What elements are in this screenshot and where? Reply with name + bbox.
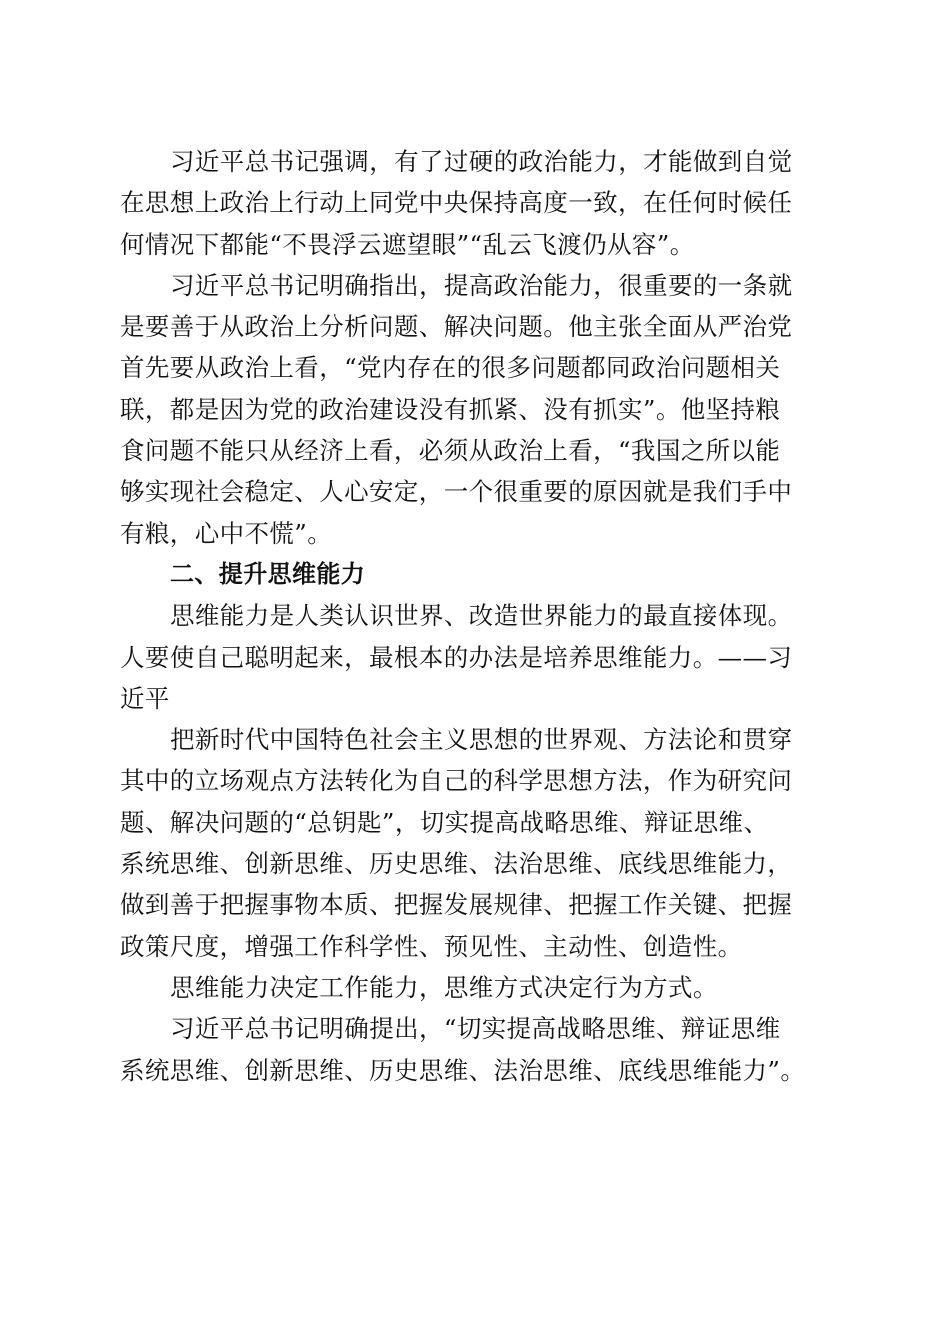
paragraph-line: 够实现社会稳定、人心安定，一个很重要的原因就是我们手中 <box>120 477 793 507</box>
paragraph-line: 在思想上政治上行动上同党中央保持高度一致，在任何时候任 <box>120 188 793 218</box>
paragraph-line: 习近平总书记明确指出，提高政治能力，很重要的一条就 <box>170 270 793 300</box>
paragraph-line: 把新时代中国特色社会主义思想的世界观、方法论和贯穿 <box>170 725 793 755</box>
paragraph-line: 人要使自己聪明起来，最根本的办法是培养思维能力。——习 <box>120 642 793 672</box>
paragraph-line: 题、解决问题的“总钥匙”，切实提高战略思维、辩证思维、 <box>120 807 769 837</box>
paragraph-line: 做到善于把握事物本质、把握发展规律、把握工作关键、把握 <box>120 890 793 920</box>
paragraph-thinking-quote <box>120 595 826 719</box>
paragraph-line: 习近平总书记强调，有了过硬的政治能力，才能做到自觉 <box>170 147 793 176</box>
paragraph-line: 思维能力是人类认识世界、改造世界能力的最直接体现。 <box>170 601 793 631</box>
paragraph-scientific-methods <box>120 719 826 967</box>
paragraph-political-analysis <box>120 265 826 554</box>
section-heading-thinking-ability <box>120 554 826 595</box>
paragraph-line: 其中的立场观点方法转化为自己的科学思想方法，作为研究问 <box>120 766 793 796</box>
paragraph-line: 是要善于从政治上分析问题、解决问题。他主张全面从严治党 <box>120 312 793 342</box>
paragraph-political-ability-emphasis <box>120 141 826 265</box>
paragraph-line: 习近平总书记明确提出，“切实提高战略思维、辩证思维 <box>170 1014 781 1044</box>
paragraph-line: 思维能力决定工作能力，思维方式决定行为方式。 <box>170 972 718 1002</box>
paragraph-line: 政策尺度，增强工作科学性、预见性、主动性、创造性。 <box>120 931 743 961</box>
paragraph-line: 何情况下都能“不畏浮云遮望眼”“乱云飞渡仍从容”。 <box>120 229 695 259</box>
paragraph-clearly-proposed <box>120 1008 826 1091</box>
paragraph-line: 联，都是因为党的政治建设没有抓紧、没有抓实”。他坚持粮 <box>120 394 781 424</box>
paragraph-line: 食问题不能只从经济上看，必须从政治上看，“我国之所以能 <box>120 436 781 466</box>
paragraph-line: 近平 <box>120 683 170 713</box>
paragraph-line: 系统思维、创新思维、历史思维、法治思维、底线思维能力， <box>120 849 793 879</box>
section-heading-text: 二、提升思维能力 <box>170 559 366 588</box>
document-body <box>120 141 826 1091</box>
paragraph-line: 有粮，心中不慌”。 <box>120 518 333 548</box>
paragraph-line: 系统思维、创新思维、历史思维、法治思维、底线思维能力”。 <box>120 1055 806 1085</box>
paragraph-thinking-determines-work <box>120 967 826 1008</box>
paragraph-line: 首先要从政治上看，“党内存在的很多问题都同政治问题相关 <box>120 353 781 383</box>
